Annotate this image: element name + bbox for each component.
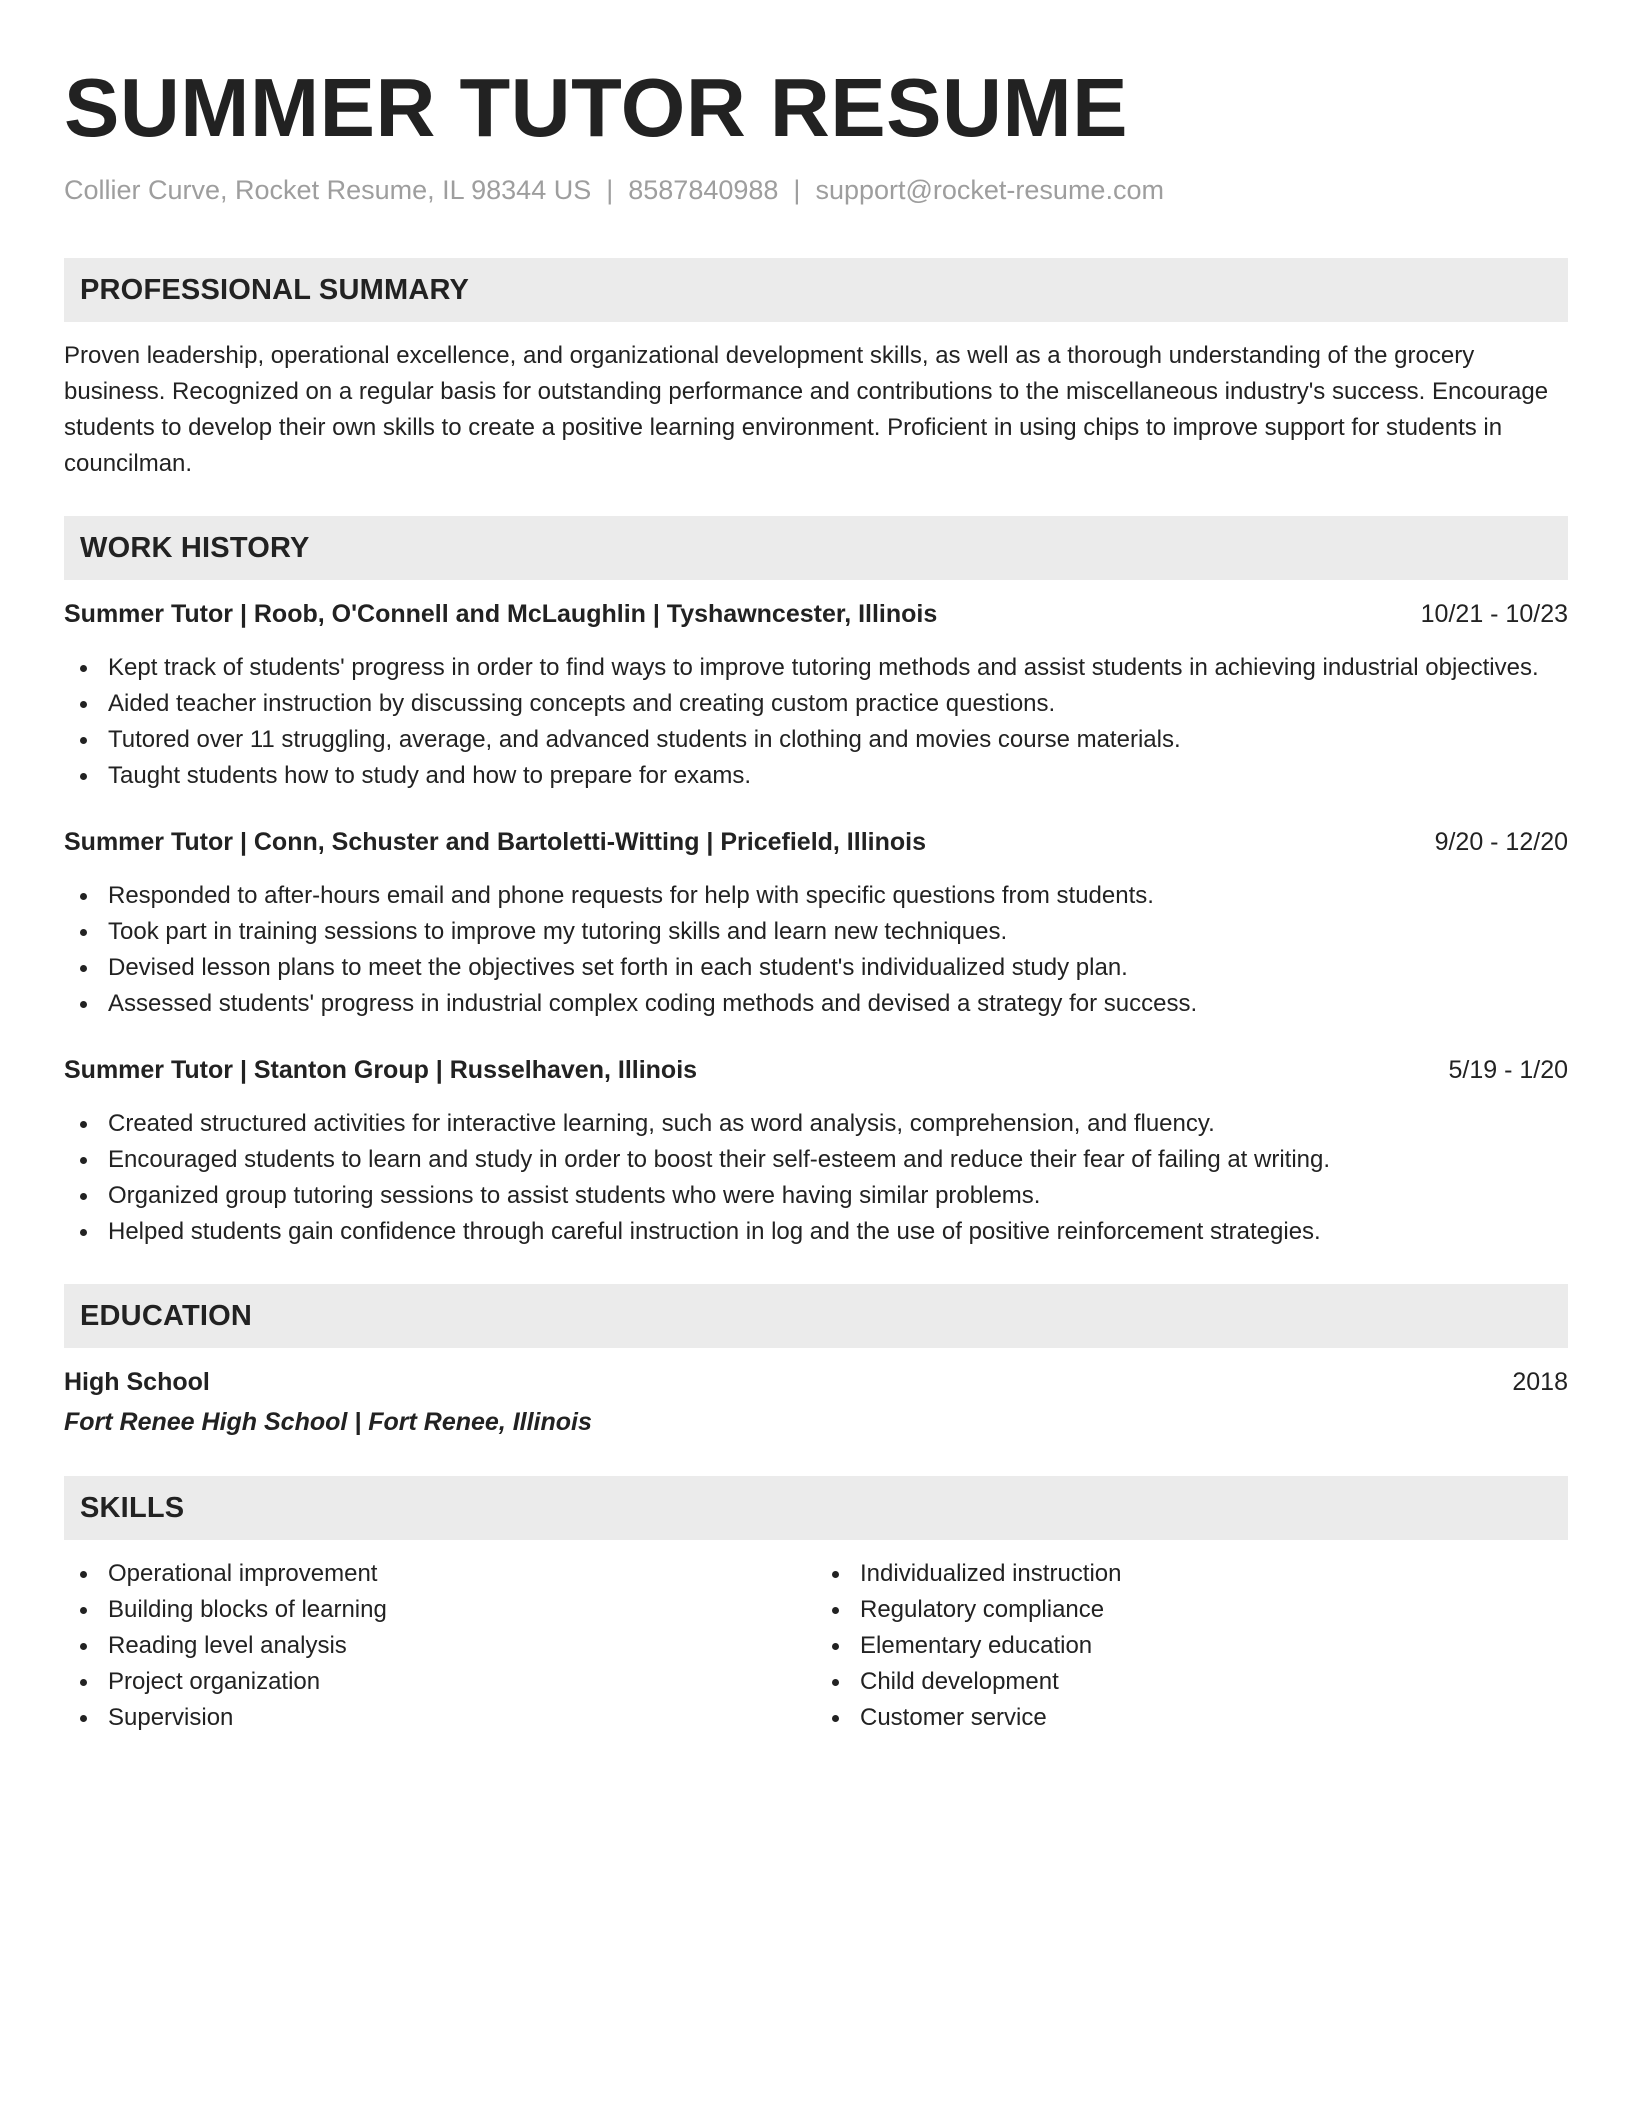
job-bullet: Aided teacher instruction by discussing concepts and creating custom practice questions. (64, 686, 1568, 722)
summary-text: Proven leadership, operational excellence, and organizational development skills, as well as a thorough understanding of the grocery business. Recognized on a regular basis for outstanding performance and contributions to the miscellaneous industry's success. Encourage students to develop their own skills to create a positive learning environment. Proficient in using chips to improve support for students in councilman. (64, 342, 1549, 477)
skill-item: Elementary education (816, 1628, 1568, 1664)
job-bullet: Helped students gain confidence through careful instruction in log and the use of positive reinforcement strategies. (64, 1214, 1568, 1250)
skill-item: Building blocks of learning (64, 1592, 816, 1628)
skill-item: Regulatory compliance (816, 1592, 1568, 1628)
education-entry (64, 1364, 1568, 1440)
job-dates: 10/21 - 10/23 (1420, 600, 1568, 628)
job-title: Summer Tutor | Conn, Schuster and Bartoletti-Witting | Pricefield, Illinois (64, 828, 926, 856)
job-bullet: Created structured activities for interactive learning, such as word analysis, comprehension, and fluency. (64, 1106, 1568, 1142)
skill-item: Project organization (64, 1664, 816, 1700)
contact-email: support@rocket-resume.com (815, 175, 1164, 205)
job-bullet: Organized group tutoring sessions to assist students who were having similar problems. (64, 1178, 1568, 1214)
job-entry (64, 824, 1568, 1022)
job-bullet: Encouraged students to learn and study in order to boost their self-esteem and reduce their fear of failing at writing. (64, 1142, 1568, 1178)
skills-list-right (816, 1556, 1568, 1736)
job-dates: 5/19 - 1/20 (1448, 1056, 1568, 1084)
skills-columns (64, 1556, 1568, 1736)
skill-item: Individualized instruction (816, 1556, 1568, 1592)
section-heading-work-history: WORK HISTORY (64, 516, 1568, 580)
skill-item: Supervision (64, 1700, 816, 1736)
skill-item: Child development (816, 1664, 1568, 1700)
job-dates: 9/20 - 12/20 (1434, 828, 1568, 856)
job-bullet: Assessed students' progress in industrial complex coding methods and devised a strategy for success. (64, 986, 1568, 1022)
job-header (64, 824, 1568, 860)
job-entry (64, 1052, 1568, 1250)
education-header (64, 1364, 1568, 1400)
job-bullet-list (64, 878, 1568, 1022)
education-year: 2018 (1512, 1368, 1568, 1396)
education-school: Fort Renee High School | Fort Renee, Illinois (64, 1408, 592, 1436)
job-entry (64, 596, 1568, 794)
contact-line (64, 172, 1568, 208)
section-heading-summary: PROFESSIONAL SUMMARY (64, 258, 1568, 322)
education-degree: High School (64, 1368, 210, 1396)
job-title: Summer Tutor | Roob, O'Connell and McLaughlin | Tyshawncester, Illinois (64, 600, 938, 628)
section-heading-education: EDUCATION (64, 1284, 1568, 1348)
resume-title: SUMMER TUTOR RESUME (64, 61, 1128, 154)
job-bullet-list (64, 1106, 1568, 1250)
job-bullet: Taught students how to study and how to prepare for exams. (64, 758, 1568, 794)
job-bullet-list (64, 650, 1568, 794)
skill-item: Reading level analysis (64, 1628, 816, 1664)
job-bullet: Tutored over 11 struggling, average, and advanced students in clothing and movies course materials. (64, 722, 1568, 758)
contact-address: Collier Curve, Rocket Resume, IL 98344 US (64, 175, 592, 205)
skills-list-left (64, 1556, 816, 1736)
section-heading-skills: SKILLS (64, 1476, 1568, 1540)
job-title: Summer Tutor | Stanton Group | Russelhaven, Illinois (64, 1056, 698, 1084)
job-header (64, 596, 1568, 632)
job-header (64, 1052, 1568, 1088)
contact-separator: | (606, 175, 614, 205)
contact-phone: 8587840988 (628, 175, 779, 205)
job-bullet: Devised lesson plans to meet the objectives set forth in each student's individualized study plan. (64, 950, 1568, 986)
job-bullet: Responded to after-hours email and phone requests for help with specific questions from students. (64, 878, 1568, 914)
skill-item: Operational improvement (64, 1556, 816, 1592)
job-bullet: Kept track of students' progress in order to find ways to improve tutoring methods and assist students in achieving industrial objectives. (64, 650, 1568, 686)
job-bullet: Took part in training sessions to improve my tutoring skills and learn new techniques. (64, 914, 1568, 950)
skill-item: Customer service (816, 1700, 1568, 1736)
contact-separator: | (793, 175, 801, 205)
